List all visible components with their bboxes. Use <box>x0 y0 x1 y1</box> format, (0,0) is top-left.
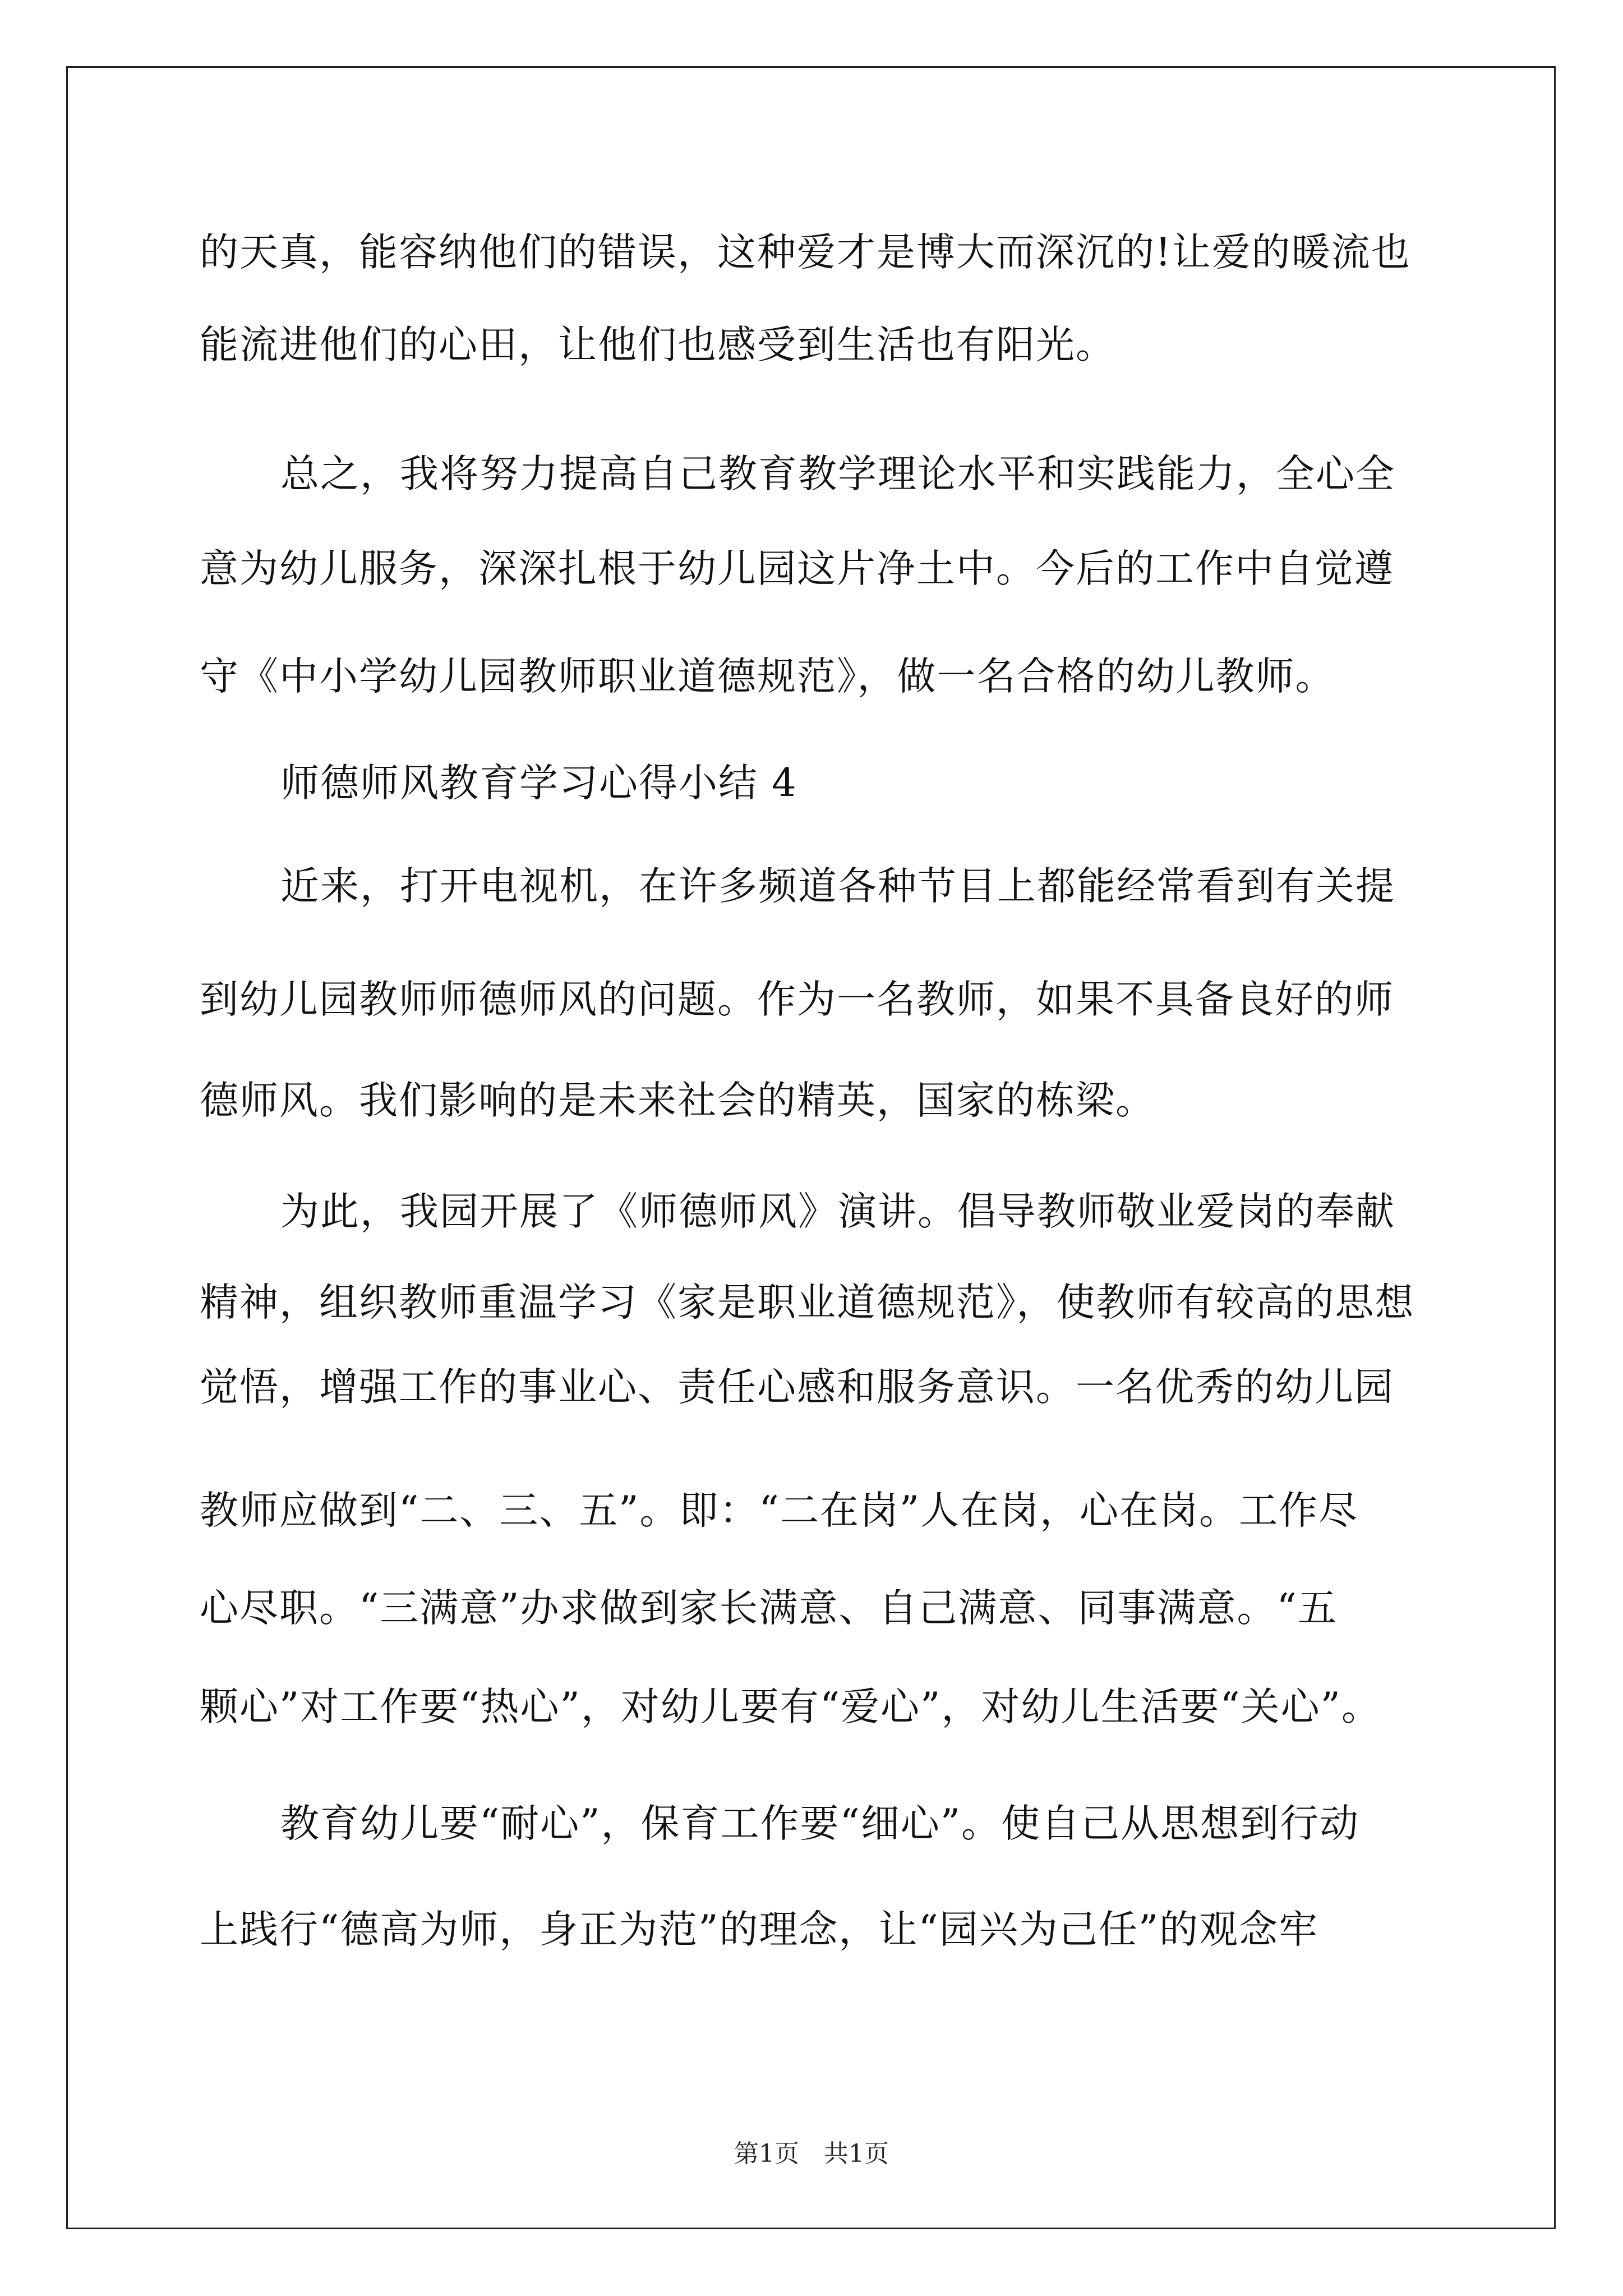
text-line: 精神，组织教师重温学习《家是职业道德规范》，使教师有较高的思想 <box>200 1280 1415 1325</box>
paragraph-start-line: 教育幼儿要“耐心”，保育工作要“细心”。使自己从思想到行动 <box>280 1801 1360 1846</box>
section-heading: 师德师风教育学习心得小结 4 <box>280 761 797 806</box>
text-line: 教师应做到“二、三、五”。即：“二在岗”人在岗，心在岗。工作尽 <box>200 1488 1359 1533</box>
text-line: 守《中小学幼儿园教师职业道德规范》，做一名合格的幼儿教师。 <box>200 654 1335 699</box>
text-line: 德师风。我们影响的是未来社会的精英，国家的栋梁。 <box>200 1078 1155 1123</box>
text-line: 的天真，能容纳他们的错误，这种爱才是博大而深沉的!让爱的暖流也 <box>200 230 1411 275</box>
page-border <box>66 66 1556 2229</box>
text-line: 心尽职。“三满意”办求做到家长满意、自己满意、同事满意。“五 <box>200 1586 1338 1631</box>
text-line: 到幼儿园教师师德师风的问题。作为一名教师，如果不具备良好的师 <box>200 977 1394 1022</box>
text-line: 能流进他们的心田，让他们也感受到生活也有阳光。 <box>200 323 1115 367</box>
paragraph-start-line: 近来，打开电视机，在许多频道各种节目上都能经常看到有关提 <box>280 864 1395 909</box>
text-line: 意为幼儿服务，深深扎根于幼儿园这片净土中。今后的工作中自觉遵 <box>200 546 1394 591</box>
paragraph-start-line: 总之，我将努力提高自己教育教学理论水平和实践能力，全心全 <box>280 452 1395 496</box>
text-line: 觉悟，增强工作的事业心、责任心感和服务意识。一名优秀的幼儿园 <box>200 1365 1394 1410</box>
text-line: 颗心”对工作要“热心”，对幼儿要有“爱心”，对幼儿生活要“关心”。 <box>200 1685 1381 1729</box>
page-number-footer: 第1页 共1页 <box>734 2139 889 2168</box>
text-line: 上践行“德高为师，身正为范”的理念，让“园兴为己任”的观念牢 <box>200 1907 1319 1952</box>
paragraph-start-line: 为此，我园开展了《师德师风》演讲。倡导教师敬业爱岗的奉献 <box>280 1189 1395 1234</box>
